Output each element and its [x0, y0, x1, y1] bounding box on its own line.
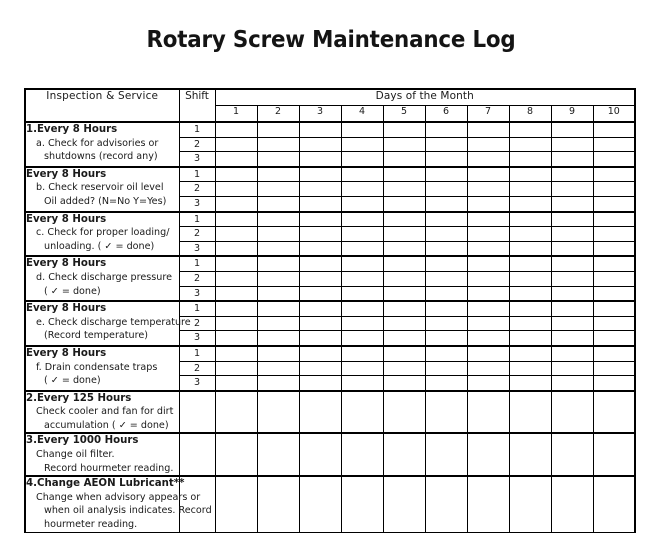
table-row	[25, 122, 635, 137]
day-entry-cell[interactable]	[509, 256, 551, 271]
day-entry-cell[interactable]	[215, 152, 257, 167]
day-entry-cell[interactable]	[551, 256, 593, 271]
day-entry-cell[interactable]	[551, 361, 593, 376]
day-entry-cell[interactable]	[299, 331, 341, 346]
day-entry-cell[interactable]	[299, 433, 341, 476]
task-detail-line: shutdowns (record any)	[44, 151, 158, 163]
day-entry-cell[interactable]	[383, 376, 425, 391]
day-entry-cell[interactable]	[341, 476, 383, 532]
day-entry-cell[interactable]	[383, 227, 425, 242]
day-entry-cell[interactable]	[299, 227, 341, 242]
day-entry-cell[interactable]	[341, 433, 383, 476]
day-entry-cell[interactable]	[551, 271, 593, 286]
task-detail-line: unloading. ( ✓ = done)	[44, 240, 155, 252]
day-entry-cell[interactable]	[341, 376, 383, 391]
day-entry-cell[interactable]	[299, 182, 341, 197]
day-entry-cell[interactable]	[425, 301, 467, 316]
day-entry-cell[interactable]	[257, 286, 299, 301]
day-entry-cell[interactable]	[299, 196, 341, 211]
day-entry-cell[interactable]	[257, 391, 299, 434]
day-entry-cell[interactable]	[593, 256, 635, 271]
day-entry-cell[interactable]	[593, 346, 635, 361]
day-entry-cell[interactable]	[299, 476, 341, 532]
task-title: Every 8 Hours	[26, 303, 107, 315]
day-entry-cell[interactable]	[257, 152, 299, 167]
day-entry-cell[interactable]	[383, 271, 425, 286]
day-entry-cell[interactable]	[509, 433, 551, 476]
day-entry-cell[interactable]	[215, 241, 257, 256]
table-row	[25, 301, 635, 316]
day-entry-cell[interactable]	[593, 391, 635, 434]
column-header-days-of-the-month: Days of the Month	[215, 89, 635, 106]
shift-cell: 3	[179, 331, 215, 346]
day-entry-cell[interactable]	[593, 137, 635, 152]
column-header-inspection-service: Inspection & Service	[25, 89, 179, 122]
day-entry-cell[interactable]	[257, 433, 299, 476]
day-entry-cell[interactable]	[383, 391, 425, 434]
day-entry-cell[interactable]	[257, 271, 299, 286]
day-entry-cell[interactable]	[425, 391, 467, 434]
day-entry-cell[interactable]	[425, 331, 467, 346]
task-description-cell	[25, 433, 179, 476]
day-entry-cell[interactable]	[593, 182, 635, 197]
day-entry-cell[interactable]	[467, 433, 509, 476]
day-entry-cell[interactable]	[425, 227, 467, 242]
day-entry-cell[interactable]	[425, 256, 467, 271]
header-row-top	[25, 89, 635, 106]
day-entry-cell[interactable]	[299, 256, 341, 271]
day-entry-cell[interactable]	[425, 152, 467, 167]
day-entry-cell[interactable]	[383, 301, 425, 316]
task-title: 3.Every 1000 Hours	[26, 435, 139, 447]
day-entry-cell[interactable]	[551, 167, 593, 182]
shift-cell-empty	[179, 433, 215, 476]
day-entry-cell[interactable]	[341, 122, 383, 137]
day-entry-cell[interactable]	[467, 167, 509, 182]
day-entry-cell[interactable]	[593, 241, 635, 256]
task-number: 1.	[26, 124, 37, 135]
day-entry-cell[interactable]	[215, 361, 257, 376]
day-entry-cell[interactable]	[215, 286, 257, 301]
column-header-shift: Shift	[179, 89, 215, 122]
day-entry-cell[interactable]	[425, 182, 467, 197]
task-description-cell	[25, 167, 179, 212]
day-entry-cell[interactable]	[551, 301, 593, 316]
day-entry-cell[interactable]	[593, 167, 635, 182]
shift-cell: 1	[179, 301, 215, 316]
day-entry-cell[interactable]	[299, 301, 341, 316]
day-entry-cell[interactable]	[467, 122, 509, 137]
shift-cell: 1	[179, 167, 215, 182]
task-description-cell	[25, 476, 212, 532]
day-entry-cell[interactable]	[509, 227, 551, 242]
day-entry-cell[interactable]	[467, 271, 509, 286]
shift-cell: 1	[179, 122, 215, 137]
day-entry-cell[interactable]	[593, 196, 635, 211]
task-detail-line: ( ✓ = done)	[44, 375, 101, 387]
day-entry-cell[interactable]	[509, 196, 551, 211]
day-entry-cell[interactable]	[425, 376, 467, 391]
day-entry-cell[interactable]	[593, 316, 635, 331]
task-title: 1.Every 8 Hours	[26, 124, 118, 135]
day-entry-cell[interactable]	[341, 301, 383, 316]
task-detail-line: b. Check reservoir oil level	[36, 182, 164, 194]
day-header-3: 3	[299, 106, 341, 123]
page-title: Rotary Screw Maintenance Log	[146, 27, 516, 53]
day-entry-cell[interactable]	[467, 256, 509, 271]
day-entry-cell[interactable]	[593, 212, 635, 227]
day-entry-cell[interactable]	[509, 376, 551, 391]
day-entry-cell[interactable]	[257, 196, 299, 211]
day-header-7: 7	[467, 106, 509, 123]
day-entry-cell[interactable]	[593, 476, 635, 532]
day-header-6: 6	[425, 106, 467, 123]
day-entry-cell[interactable]	[509, 301, 551, 316]
day-entry-cell[interactable]	[551, 227, 593, 242]
day-entry-cell[interactable]	[467, 182, 509, 197]
day-entry-cell[interactable]	[341, 271, 383, 286]
day-entry-cell[interactable]	[509, 331, 551, 346]
day-entry-cell[interactable]	[257, 376, 299, 391]
task-title: Every 8 Hours	[26, 258, 107, 270]
day-entry-cell[interactable]	[341, 152, 383, 167]
day-header-10: 10	[593, 106, 635, 123]
day-entry-cell[interactable]	[383, 433, 425, 476]
day-entry-cell[interactable]	[257, 182, 299, 197]
day-entry-cell[interactable]	[509, 241, 551, 256]
day-entry-cell[interactable]	[467, 196, 509, 211]
day-entry-cell[interactable]	[383, 346, 425, 361]
day-entry-cell[interactable]	[383, 476, 425, 532]
day-entry-cell[interactable]	[341, 331, 383, 346]
day-entry-cell[interactable]	[383, 167, 425, 182]
day-entry-cell[interactable]	[257, 301, 299, 316]
day-entry-cell[interactable]	[425, 122, 467, 137]
day-entry-cell[interactable]	[467, 316, 509, 331]
day-entry-cell[interactable]	[215, 433, 257, 476]
task-detail-line: Change when advisory appears or	[36, 491, 201, 503]
day-header-9: 9	[551, 106, 593, 123]
day-entry-cell[interactable]	[425, 271, 467, 286]
task-detail-line: d. Check discharge pressure	[36, 271, 172, 283]
day-entry-cell[interactable]	[509, 137, 551, 152]
day-entry-cell[interactable]	[299, 391, 341, 434]
task-detail-line: (Record temperature)	[44, 330, 148, 342]
day-entry-cell[interactable]	[383, 256, 425, 271]
day-entry-cell[interactable]	[425, 286, 467, 301]
day-entry-cell[interactable]	[551, 122, 593, 137]
day-entry-cell[interactable]	[593, 376, 635, 391]
day-entry-cell[interactable]	[383, 241, 425, 256]
day-entry-cell[interactable]	[467, 391, 509, 434]
day-entry-cell[interactable]	[551, 433, 593, 476]
task-detail-line: ( ✓ = done)	[44, 285, 101, 297]
day-entry-cell[interactable]	[299, 361, 341, 376]
day-entry-cell[interactable]	[257, 137, 299, 152]
day-entry-cell[interactable]	[215, 227, 257, 242]
day-entry-cell[interactable]	[215, 182, 257, 197]
shift-cell-empty	[179, 391, 215, 434]
day-entry-cell[interactable]	[509, 152, 551, 167]
day-entry-cell[interactable]	[425, 433, 467, 476]
day-entry-cell[interactable]	[509, 122, 551, 137]
table-row	[25, 256, 635, 271]
day-entry-cell[interactable]	[593, 122, 635, 137]
task-description-cell	[25, 256, 179, 301]
task-detail-line: when oil analysis indicates. Record	[44, 505, 212, 517]
task-detail-line: Oil added? (N=No Y=Yes)	[44, 195, 167, 207]
shift-cell: 2	[179, 182, 215, 197]
day-entry-cell[interactable]	[425, 346, 467, 361]
day-entry-cell[interactable]	[341, 256, 383, 271]
day-entry-cell[interactable]	[299, 376, 341, 391]
task-description-cell	[25, 346, 179, 391]
day-entry-cell[interactable]	[383, 196, 425, 211]
day-entry-cell[interactable]	[341, 182, 383, 197]
day-entry-cell[interactable]	[551, 241, 593, 256]
shift-cell: 2	[179, 316, 215, 331]
task-title: Every 8 Hours	[26, 168, 107, 180]
day-entry-cell[interactable]	[341, 286, 383, 301]
shift-cell: 3	[179, 241, 215, 256]
task-description-cell	[25, 212, 179, 257]
day-entry-cell[interactable]	[383, 286, 425, 301]
day-entry-cell[interactable]	[257, 256, 299, 271]
day-entry-cell[interactable]	[509, 212, 551, 227]
day-entry-cell[interactable]	[341, 137, 383, 152]
day-entry-cell[interactable]	[341, 316, 383, 331]
table-body	[25, 122, 635, 532]
day-entry-cell[interactable]	[257, 331, 299, 346]
day-entry-cell[interactable]	[593, 301, 635, 316]
day-entry-cell[interactable]	[467, 152, 509, 167]
day-entry-cell[interactable]	[593, 331, 635, 346]
day-entry-cell[interactable]	[467, 212, 509, 227]
shift-cell: 3	[179, 152, 215, 167]
day-entry-cell[interactable]	[383, 152, 425, 167]
day-entry-cell[interactable]	[425, 476, 467, 532]
task-detail-line: f. Drain condensate traps	[36, 361, 158, 373]
day-header-1: 1	[215, 106, 257, 123]
day-entry-cell[interactable]	[341, 227, 383, 242]
day-entry-cell[interactable]	[257, 227, 299, 242]
day-entry-cell[interactable]	[551, 391, 593, 434]
task-description-cell	[25, 122, 179, 167]
table-row	[25, 346, 635, 361]
task-detail-line: hourmeter reading.	[44, 519, 138, 531]
day-entry-cell[interactable]	[425, 196, 467, 211]
day-entry-cell[interactable]	[551, 376, 593, 391]
day-entry-cell[interactable]	[257, 241, 299, 256]
day-entry-cell[interactable]	[593, 227, 635, 242]
shift-cell: 2	[179, 227, 215, 242]
day-header-2: 2	[257, 106, 299, 123]
task-number: 3.	[26, 435, 37, 447]
day-entry-cell[interactable]	[509, 286, 551, 301]
day-entry-cell[interactable]	[551, 316, 593, 331]
task-detail-line: Check cooler and fan for dirt	[36, 406, 174, 418]
task-description-cell	[25, 391, 179, 434]
day-entry-cell[interactable]	[467, 241, 509, 256]
task-description-cell	[25, 301, 191, 346]
day-entry-cell[interactable]	[383, 316, 425, 331]
day-entry-cell[interactable]	[299, 271, 341, 286]
day-entry-cell[interactable]	[551, 212, 593, 227]
task-title: 2.Every 125 Hours	[26, 392, 132, 404]
task-title: Every 8 Hours	[26, 347, 107, 359]
day-entry-cell[interactable]	[509, 346, 551, 361]
day-entry-cell[interactable]	[425, 241, 467, 256]
task-detail-line: Change oil filter.	[36, 449, 115, 461]
table-header	[25, 89, 635, 122]
day-entry-cell[interactable]	[425, 137, 467, 152]
day-entry-cell[interactable]	[257, 167, 299, 182]
day-entry-cell[interactable]	[509, 182, 551, 197]
day-entry-cell[interactable]	[299, 212, 341, 227]
day-entry-cell[interactable]	[383, 331, 425, 346]
day-entry-cell[interactable]	[299, 346, 341, 361]
day-entry-cell[interactable]	[215, 167, 257, 182]
day-entry-cell[interactable]	[551, 331, 593, 346]
day-entry-cell[interactable]	[593, 271, 635, 286]
day-entry-cell[interactable]	[215, 212, 257, 227]
day-entry-cell[interactable]	[383, 122, 425, 137]
day-entry-cell[interactable]	[467, 137, 509, 152]
day-entry-cell[interactable]	[551, 346, 593, 361]
day-entry-cell[interactable]	[467, 346, 509, 361]
shift-cell: 3	[179, 376, 215, 391]
day-entry-cell[interactable]	[299, 316, 341, 331]
task-number: 4.	[26, 478, 37, 490]
day-entry-cell[interactable]	[215, 331, 257, 346]
day-entry-cell[interactable]	[551, 196, 593, 211]
day-entry-cell[interactable]	[383, 212, 425, 227]
day-entry-cell[interactable]	[593, 361, 635, 376]
shift-cell: 2	[179, 361, 215, 376]
day-entry-cell[interactable]	[257, 212, 299, 227]
day-entry-cell[interactable]	[341, 391, 383, 434]
day-entry-cell[interactable]	[383, 182, 425, 197]
day-entry-cell[interactable]	[425, 361, 467, 376]
day-entry-cell[interactable]	[551, 182, 593, 197]
day-entry-cell[interactable]	[383, 361, 425, 376]
day-entry-cell[interactable]	[551, 286, 593, 301]
day-entry-cell[interactable]	[509, 271, 551, 286]
day-entry-cell[interactable]	[467, 476, 509, 532]
day-entry-cell[interactable]	[215, 122, 257, 137]
day-entry-cell[interactable]	[551, 137, 593, 152]
day-entry-cell[interactable]	[467, 286, 509, 301]
day-entry-cell[interactable]	[341, 212, 383, 227]
task-number: 2.	[26, 392, 37, 404]
day-entry-cell[interactable]	[341, 346, 383, 361]
day-entry-cell[interactable]	[341, 167, 383, 182]
day-entry-cell[interactable]	[299, 122, 341, 137]
shift-cell: 1	[179, 212, 215, 227]
task-detail-line: a. Check for advisories or	[36, 137, 159, 149]
day-header-4: 4	[341, 106, 383, 123]
day-entry-cell[interactable]	[215, 256, 257, 271]
day-entry-cell[interactable]	[257, 122, 299, 137]
day-entry-cell[interactable]	[299, 286, 341, 301]
day-entry-cell[interactable]	[467, 376, 509, 391]
day-entry-cell[interactable]	[467, 227, 509, 242]
day-entry-cell[interactable]	[551, 152, 593, 167]
day-entry-cell[interactable]	[215, 271, 257, 286]
day-entry-cell[interactable]	[341, 361, 383, 376]
day-entry-cell[interactable]	[383, 137, 425, 152]
table-row	[25, 167, 635, 182]
task-detail-line: accumulation ( ✓ = done)	[44, 419, 169, 431]
day-entry-cell[interactable]	[425, 316, 467, 331]
table-row	[25, 212, 635, 227]
shift-cell: 3	[179, 286, 215, 301]
day-entry-cell[interactable]	[467, 331, 509, 346]
day-entry-cell[interactable]	[425, 212, 467, 227]
day-entry-cell[interactable]	[257, 346, 299, 361]
day-entry-cell[interactable]	[215, 476, 257, 532]
day-entry-cell[interactable]	[257, 316, 299, 331]
day-entry-cell[interactable]	[215, 391, 257, 434]
task-detail-line: Record hourmeter reading.	[44, 462, 174, 474]
day-entry-cell[interactable]	[593, 433, 635, 476]
day-entry-cell[interactable]	[341, 241, 383, 256]
maintenance-log-table	[24, 88, 636, 533]
task-detail-line: c. Check for proper loading/	[36, 227, 170, 239]
day-entry-cell[interactable]	[509, 361, 551, 376]
day-entry-cell[interactable]	[551, 476, 593, 532]
shift-cell: 1	[179, 346, 215, 361]
day-entry-cell[interactable]	[299, 152, 341, 167]
shift-cell: 2	[179, 137, 215, 152]
task-detail-line: e. Check discharge temperature	[36, 316, 191, 328]
shift-cell: 2	[179, 271, 215, 286]
day-entry-cell[interactable]	[299, 167, 341, 182]
day-entry-cell[interactable]	[509, 391, 551, 434]
day-entry-cell[interactable]	[215, 137, 257, 152]
day-entry-cell[interactable]	[215, 301, 257, 316]
day-entry-cell[interactable]	[299, 137, 341, 152]
day-entry-cell[interactable]	[593, 286, 635, 301]
task-title: Every 8 Hours	[26, 213, 107, 225]
day-entry-cell[interactable]	[509, 476, 551, 532]
day-entry-cell[interactable]	[257, 361, 299, 376]
day-entry-cell[interactable]	[215, 376, 257, 391]
day-entry-cell[interactable]	[299, 241, 341, 256]
day-entry-cell[interactable]	[467, 301, 509, 316]
day-entry-cell[interactable]	[215, 346, 257, 361]
shift-cell: 1	[179, 256, 215, 271]
day-entry-cell[interactable]	[341, 196, 383, 211]
day-entry-cell[interactable]	[215, 196, 257, 211]
day-entry-cell[interactable]	[593, 152, 635, 167]
day-header-5: 5	[383, 106, 425, 123]
day-entry-cell[interactable]	[467, 361, 509, 376]
day-entry-cell[interactable]	[509, 167, 551, 182]
day-entry-cell[interactable]	[257, 476, 299, 532]
day-header-8: 8	[509, 106, 551, 123]
shift-cell: 3	[179, 196, 215, 211]
day-entry-cell[interactable]	[425, 167, 467, 182]
day-entry-cell[interactable]	[215, 316, 257, 331]
day-entry-cell[interactable]	[509, 316, 551, 331]
task-title: 4.Change AEON Lubricant**	[26, 478, 185, 490]
